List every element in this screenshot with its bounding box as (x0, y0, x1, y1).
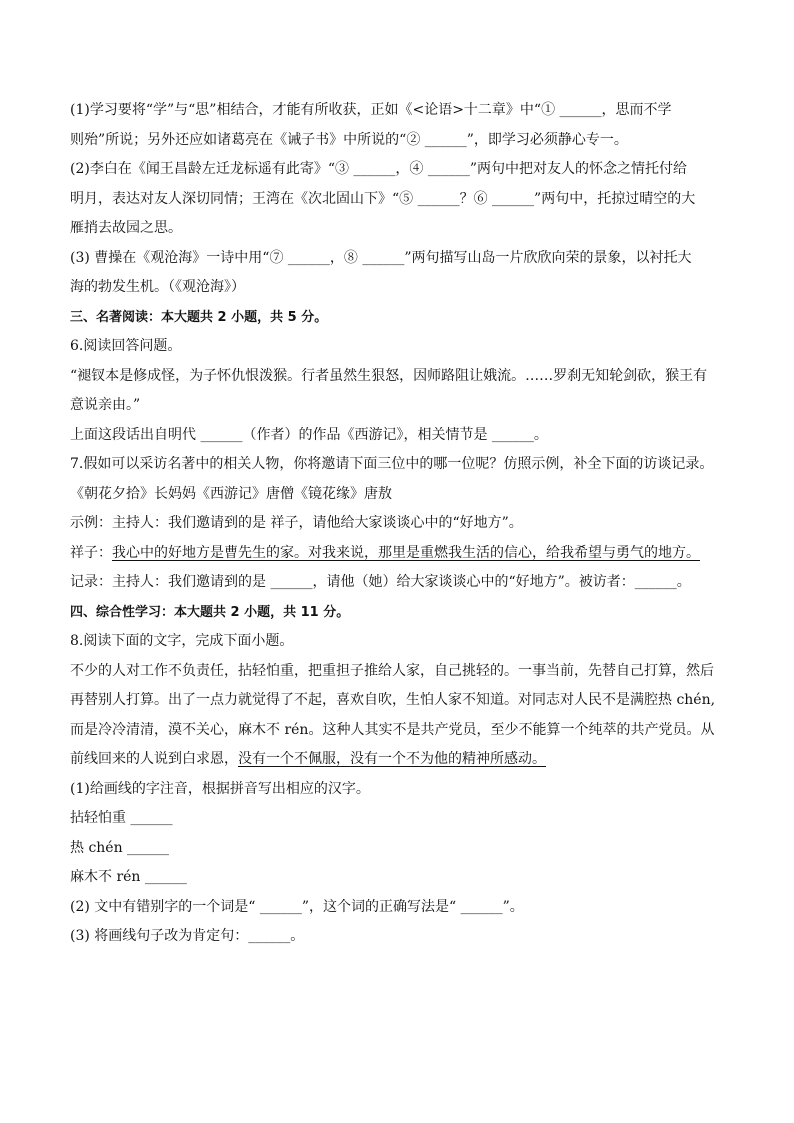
underlined-answer: 我心中的好地方是曹先生的家。对我来说，那里是重燃我生活的信心，给我希望与勇气的地方。 (112, 544, 700, 561)
q7-options: 《朝花夕拾》长妈妈《西游记》唐僧《镜花缘》唐敖 (70, 485, 392, 502)
section-heading-3: 三、名著阅读：本大题共 2 小题，共 5 分。 (70, 309, 328, 325)
q5-part1-line2: 则殆”所说；另外还应如诸葛亮在《诫子书》中所说的“② ______”，即学习必须静心专一。 (70, 131, 628, 148)
q6-question: 上面这段话出自明代 ______（作者）的作品《西游记》，相关情节是 ______。 (70, 426, 548, 443)
q7-example: 示例：主持人：我们邀请到的是 祥子，请他给大家谈谈心中的“好地方”。 (70, 515, 523, 531)
q5-part2-line3: 雁捎去故园之思。 (70, 220, 182, 236)
q5-part3-line2: 海的勃发生机。（《观沧海》） (70, 279, 245, 295)
speaker-label: 祥子： (70, 544, 112, 561)
q6-quote-line2: 意说亲由。” (70, 397, 141, 413)
q8-sub1-item1: 拈轻怕重 ______ (70, 810, 173, 826)
q8-passage-line4 (70, 745, 730, 775)
section-heading-4: 四、综合性学习：本大题共 2 小题，共 11 分。 (70, 604, 350, 620)
q7-example-answer (70, 539, 730, 569)
q8-sub3: (3) 将画线句子改为肯定句：______。 (70, 928, 305, 944)
q7-title: 7.假如可以采访名著中的相关人物，你将邀请下面三位中的哪一位呢？仿照示例，补全下面的访谈记录。 (70, 456, 714, 472)
q8-title: 8.阅读下面的文字，完成下面小题。 (70, 633, 294, 649)
passage-text: 前线回来的人说到白求恩， (70, 751, 238, 767)
q8-sub1: (1)给画线的字注音，根据拼音写出相应的汉字。 (70, 780, 370, 797)
q5-part2-line1: (2)李白在《闻王昌龄左迁龙标遥有此寄》“③ ______，④ ______”两句中把对友人的怀念之情托付给 (70, 161, 688, 177)
q8-sub1-item3: 麻木不 rén ______ (70, 869, 187, 885)
q7-record: 记录：主持人：我们邀请到的是 ______，请他（她）给大家谈谈心中的“好地方”。被访者：______。 (70, 574, 691, 590)
q8-passage-line3: 而是冷冷清清，漠不关心，麻木不 rén。这种人其实不是共产党员，至少不能算一个纯萃的共产党员。从 (70, 721, 715, 738)
q6-quote-line1: “褪钗本是修成怪，为子怀仇恨泼猴。行者虽然生狠怒，因师路阻让娥流。……罗刹无知轮剑砍，猴王有 (70, 367, 708, 384)
q5-part3-line1: (3) 曹操在《观沧海》一诗中用“⑦ ______，⑧ ______”两句描写山岛一片欣欣向荣的景象，以衬托大 (70, 249, 692, 266)
q8-passage-line2: 再替别人打算。出了一点力就觉得了不起，喜欢自吹，生怕人家不知道。对同志对人民不是满腔热 chén, (70, 692, 716, 708)
q8-sub1-item2: 热 chén ______ (70, 839, 170, 856)
q5-part2-line2: 明月，表达对友人深切同情；王湾在《次北固山下》“⑤ ______？⑥ ______”两句中，托掠过晴空的大 (70, 190, 696, 207)
q5-part1-line1: (1)学习要将“学”与“思”相结合，才能有所收获，正如《<论语>十二章》中“① ______，思而不学 (70, 102, 672, 118)
q6-title: 6.阅读回答问题。 (70, 338, 182, 354)
underlined-sentence: 没有一个不佩服，没有一个不为他的精神所感动。 (238, 751, 546, 767)
q8-passage-line1: 不少的人对工作不负责任，拈轻怕重，把重担子推给人家，自己挑轻的。一事当前，先替自己打算，然后 (70, 662, 714, 679)
q8-sub2: (2) 文中有错别字的一个词是“ ______”，这个词的正确写法是“ ______”。 (70, 898, 524, 915)
